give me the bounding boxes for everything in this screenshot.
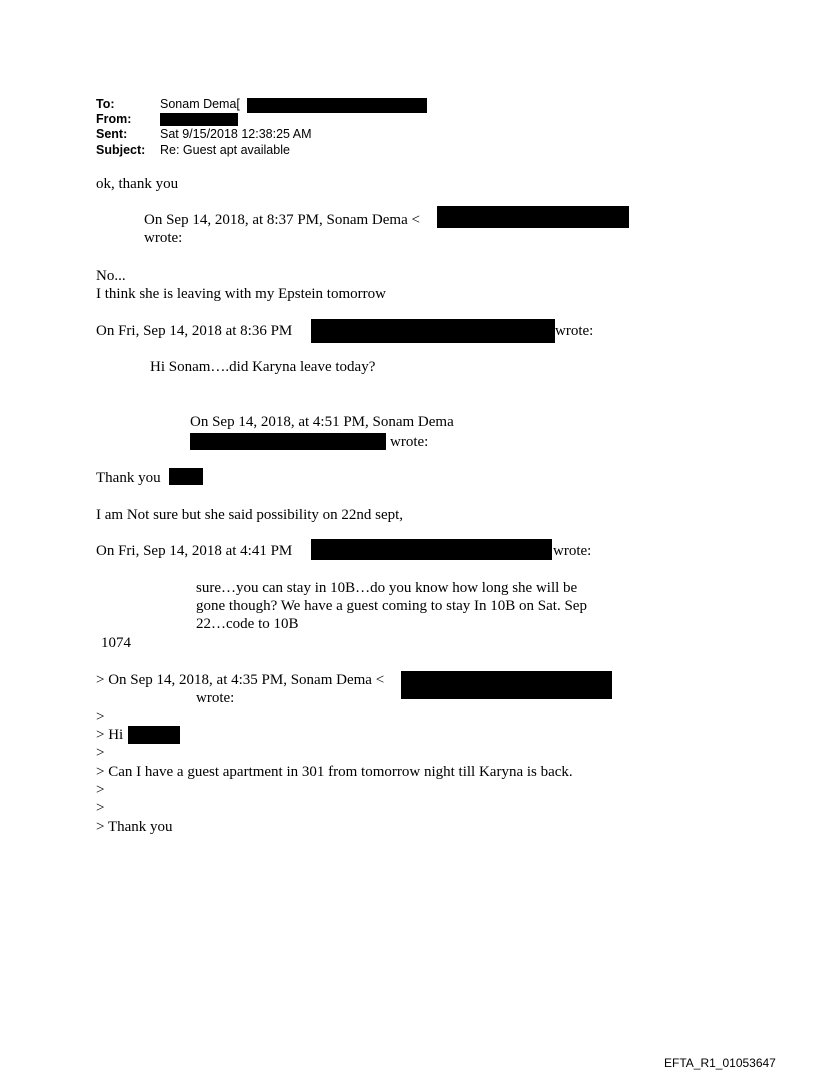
quote4-wrote: wrote: (553, 543, 592, 559)
quoted-request: > Can I have a guest apartment in 301 from tomorrow night till Karyna is back. (96, 764, 573, 780)
quote1-wrote: wrote: (144, 230, 183, 246)
redaction-quote3-email (190, 433, 386, 450)
subject-label: Subject: (96, 143, 146, 157)
msg3-text: Hi Sonam….did Karyna leave today? (150, 359, 376, 375)
quoted-thanks: > Thank you (96, 819, 173, 835)
msg4-line2: I am Not sure but she said possibility on 22nd sept, (96, 507, 404, 523)
msg5-line3: 22…code to 10B (196, 616, 299, 632)
redaction-quote1-email (437, 206, 629, 228)
quote-marker: > (96, 782, 105, 798)
redaction-quote4-sender (311, 539, 552, 560)
sent-label: Sent: (96, 127, 128, 141)
to-value: Sonam Dema[ (160, 97, 240, 111)
redaction-greeting-name (128, 726, 180, 744)
msg4-line1: Thank you (96, 470, 161, 486)
quote2-attribution: On Fri, Sep 14, 2018 at 8:36 PM (96, 323, 293, 339)
quote1-attribution: On Sep 14, 2018, at 8:37 PM, Sonam Dema < (144, 212, 420, 228)
to-label: To: (96, 97, 115, 111)
msg5-line2: gone though? We have a guest coming to stay In 10B on Sat. Sep (196, 598, 587, 614)
msg5-code: 1074 (101, 635, 131, 651)
msg2-line2: I think she is leaving with my Epstein tomorrow (96, 286, 386, 302)
quote5-wrote: wrote: (196, 690, 235, 706)
redaction-quote5-email (401, 671, 612, 699)
redaction-name (169, 468, 203, 485)
sent-value: Sat 9/15/2018 12:38:25 AM (160, 127, 312, 141)
document-id: EFTA_R1_01053647 (664, 1056, 776, 1070)
quote4-attribution: On Fri, Sep 14, 2018 at 4:41 PM (96, 543, 293, 559)
msg2-line1: No... (96, 268, 126, 284)
quoted-greeting: > Hi (96, 727, 124, 743)
msg5-line1: sure…you can stay in 10B…do you know how long she will be (196, 580, 578, 596)
reply-text: ok, thank you (96, 176, 179, 192)
quote3-attribution: On Sep 14, 2018, at 4:51 PM, Sonam Dema (190, 414, 454, 430)
subject-value: Re: Guest apt available (160, 143, 290, 157)
redaction-from (160, 113, 238, 126)
quote-marker: > (96, 800, 105, 816)
redaction-quote2-sender (311, 319, 555, 343)
from-label: From: (96, 112, 132, 126)
quote5-attribution: > On Sep 14, 2018, at 4:35 PM, Sonam Dema < (96, 672, 385, 688)
quote3-wrote: wrote: (390, 434, 429, 450)
quote2-wrote: wrote: (555, 323, 594, 339)
quote-marker: > (96, 709, 105, 725)
redaction-to-email (247, 98, 427, 113)
quote-marker: > (96, 745, 105, 761)
